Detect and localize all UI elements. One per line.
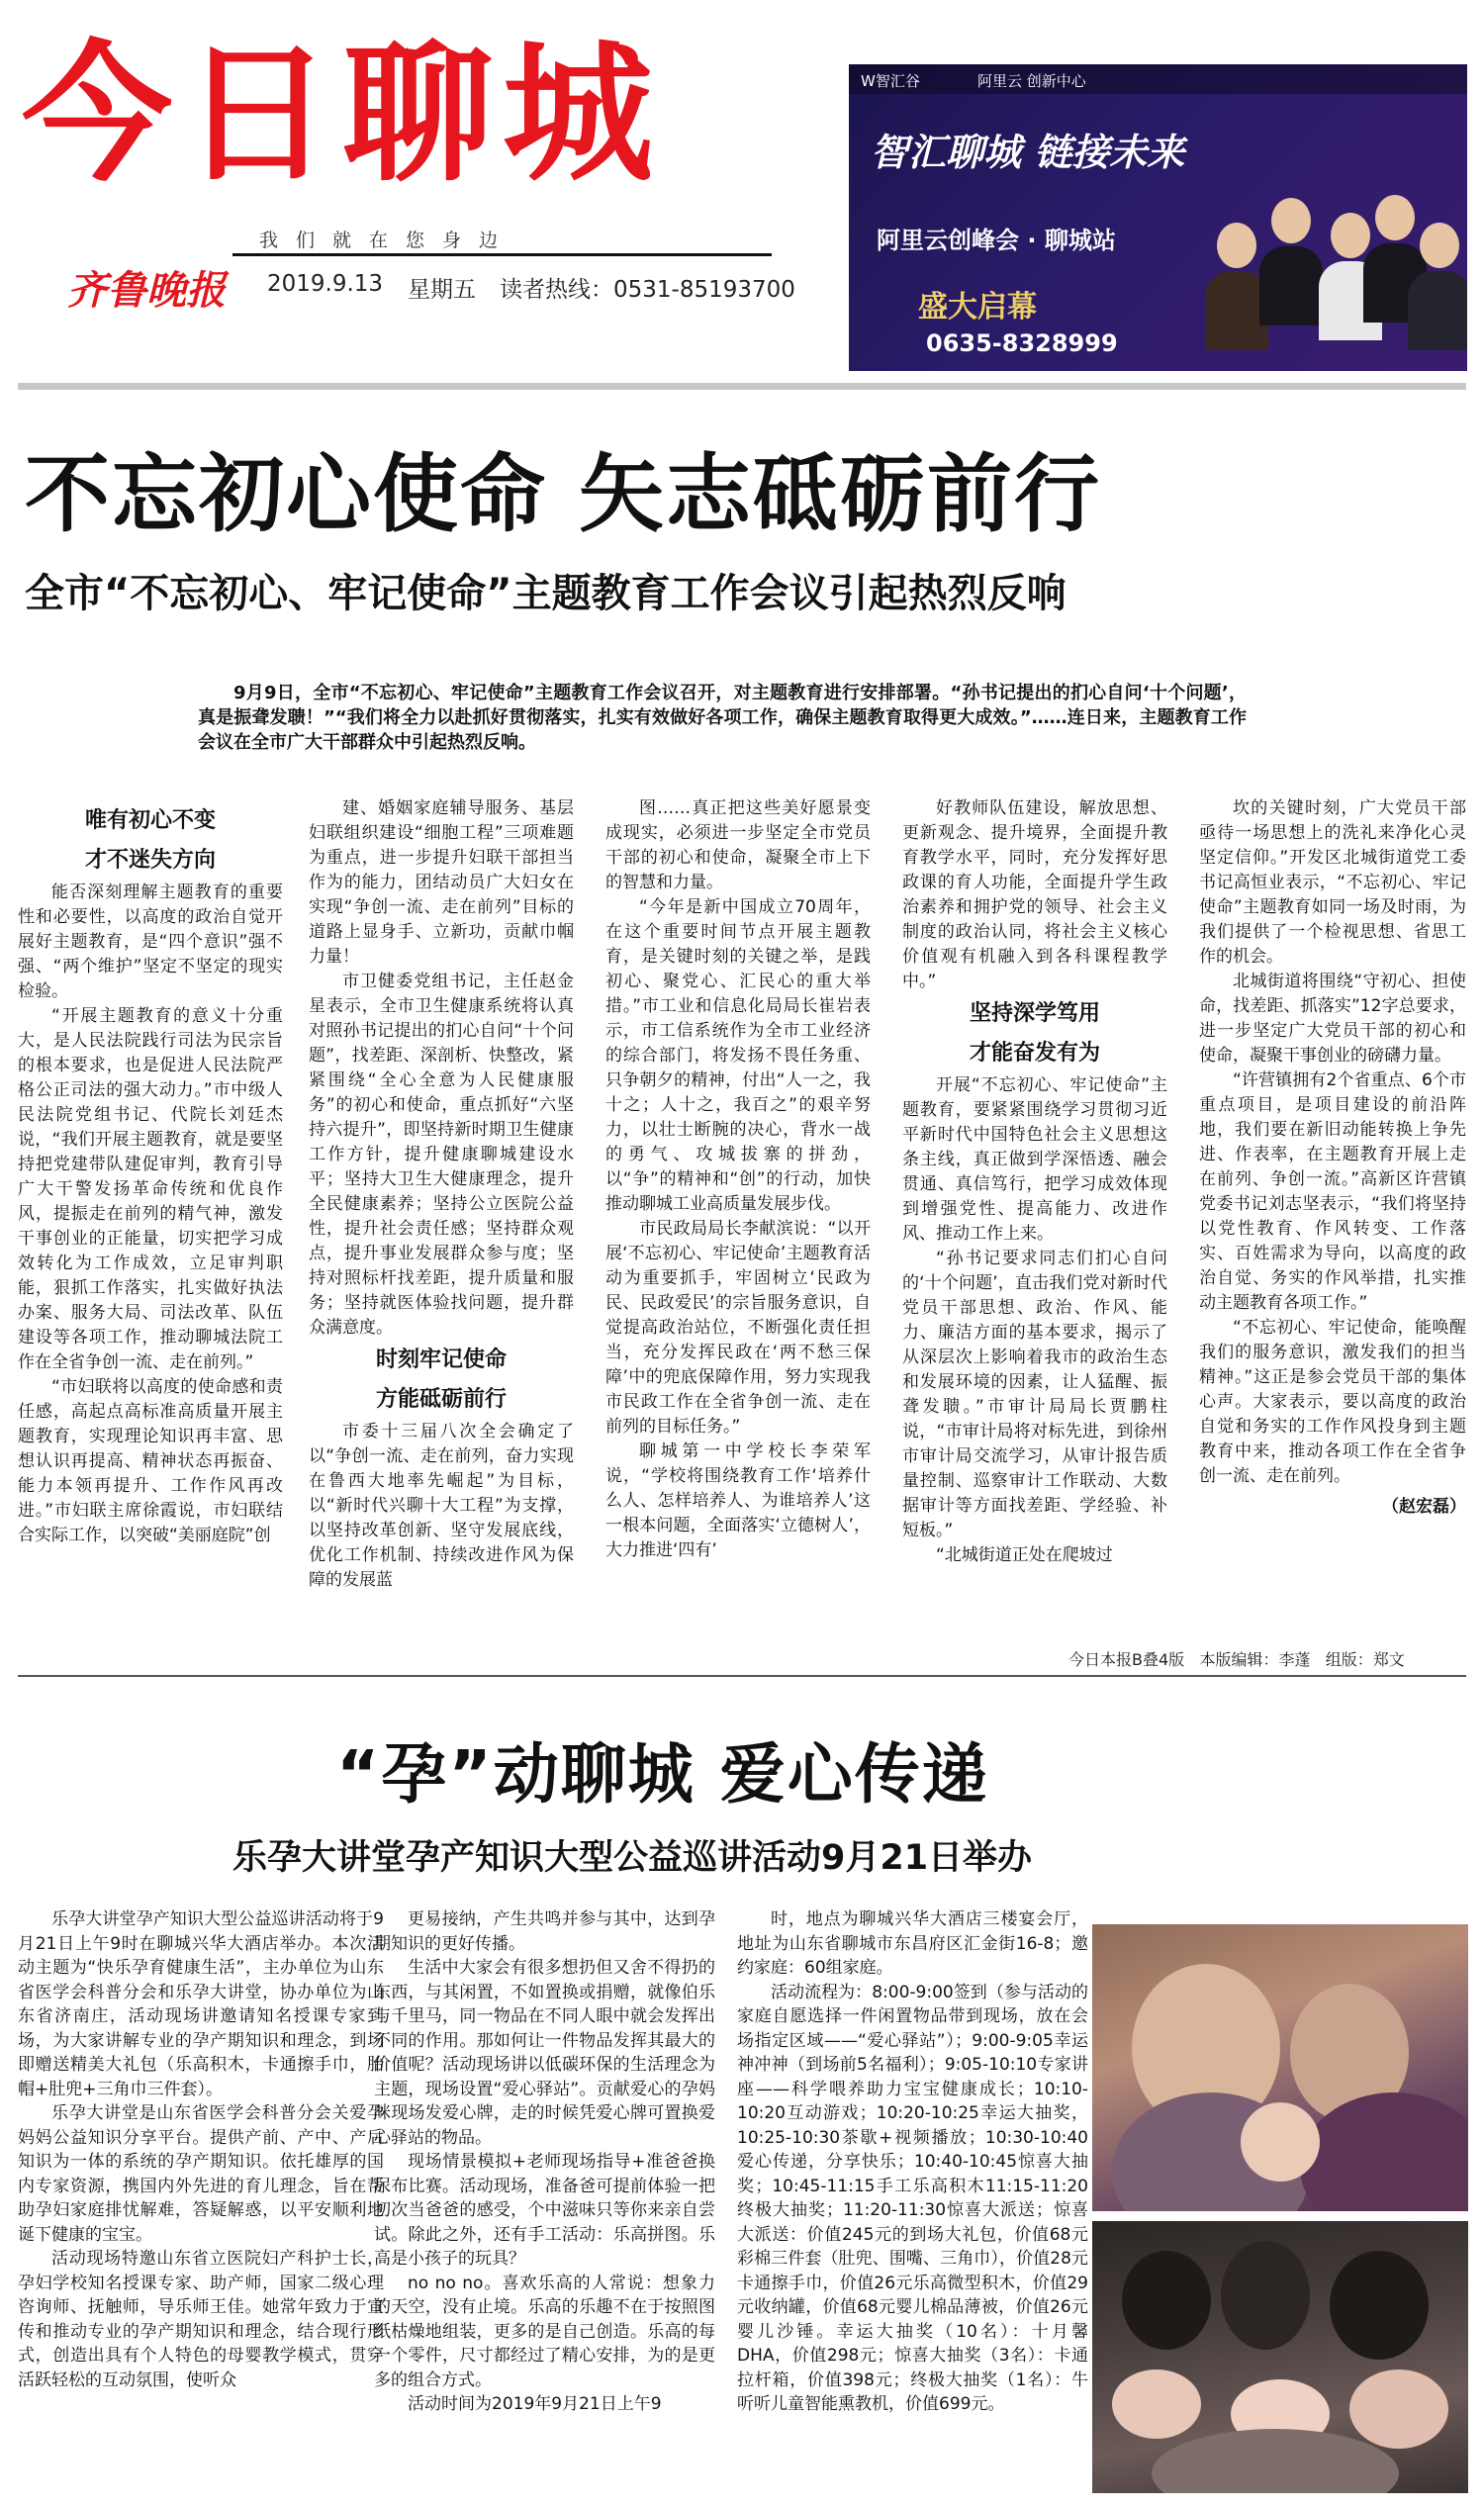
masthead-divider [18, 383, 1466, 390]
paragraph: 更易接纳，产生共鸣并参与其中，达到孕期知识的更好传播。 [374, 1909, 715, 1954]
paragraph: “今年是新中国成立70周年，在这个重要时间节点开展主题教育，是关键时刻的关键之举，是践初心、聚党心、汇民心的重大举措。”市工业和信息化局局长崔岩表示，市工信系统作为全市工业经济的综合部门，将发扬不畏任务重、只争朝夕的精神，付出“人一之，我十之；人十之，我百之”的艰辛努力，以壮士断腕的决心，背水一战的勇气、攻城拔寨的拼劲，以“争”的精神和“创”的行动，加快推动聊城工业高质量发展步伐。 [605, 897, 871, 1214]
paragraph: 乐孕大讲堂是山东省医学会科普分会关爱孕妈妈公益知识分享平台。提供产前、产中、产后知识为一体的系统的孕产期知识。依托雄厚的国内专家资源，携国内外先进的育儿理念，旨在帮助孕妇家庭排忧解难，答疑解惑，以平安顺利地诞下健康的宝宝。 [18, 2103, 384, 2245]
byline: （赵宏磊） [1382, 1497, 1466, 1517]
ad-speakers-photo [1205, 143, 1462, 371]
ad-opening: 盛大启幕 [918, 290, 1037, 325]
paragraph: “北城街道正处在爬坡过 [936, 1545, 1113, 1565]
reader-hotline: 读者热线：0531-85193700 [500, 277, 795, 303]
event-photo-mothers [1092, 1924, 1468, 2211]
issue-weekday: 星期五 [408, 277, 476, 303]
column-subhead: 时刻牢记使命 方能砥砺前行 [375, 1347, 507, 1412]
editor-label: 本版编辑：李蓬 [1199, 1650, 1311, 1669]
column-subhead: 坚持深学笃用 才能奋发有为 [969, 1001, 1100, 1066]
paragraph: 活动时间为2019年9月21日上午9 [408, 2394, 662, 2414]
paragraph: 能否深刻理解主题教育的重要性和必要性，以高度的政治自觉开展好主题教育，是“四个意识”强不强、“两个维护”坚定不坚定的现实检验。 [18, 883, 283, 1001]
section-divider [18, 1675, 1466, 1677]
paragraph: “不忘初心、牢记使命，能唤醒我们的服务意识，激发我们的担当精神。”这正是参会党员干部的集体心声。大家表示，要以高度的政治自觉和务实的工作作风投身到主题教育中来，推动各项工作在全省争创一流、走在前列。 [1199, 1318, 1466, 1486]
paragraph: 市卫健委党组书记，主任赵金星表示，全市卫生健康系统将认真对照孙书记提出的扪心自问“十个问题”，找差距、深剖析、快整改，紧紧围绕“全心全意为人民健康服务”的初心和使命，重点抓好“六坚持六提升”，即坚持新时期卫生健康工作方针，提升健康聊城建设水平；坚持大卫生大健康理念，提升全民健康素养；坚持公立医院公益性，提升社会责任感；坚持群众观点，提升事业发展群众参与度；坚持对照标杆找差距，提升质量和服务；坚持就医体验找问题，提升群众满意度。 [309, 972, 574, 1338]
paragraph: 市委十三届八次全会确定了以“争创一流、走在前列，奋力实现在鲁西大地率先崛起”为目标，以“新时代兴聊十大工程”为支撑，以坚持改革创新、坚守发展底线，优化工作机制、持续改进作风为保障的发展蓝 [309, 1422, 574, 1590]
ad-phone: 0635-8328999 [926, 329, 1118, 357]
masthead-logo: 今日聊城 [22, 27, 663, 202]
story2-column-1 [18, 1907, 384, 2496]
speaker-figure [1408, 223, 1467, 371]
issue-date: 2019.9.13 [267, 271, 384, 297]
paragraph: 好教师队伍建设，解放思想、更新观念、提升境界，全面提升教育教学水平，同时，充分发挥好思政课的育人功能，全面提升学生政治素养和拥护党的领导、社会主义制度的政治认同，将社会主义核心价值观有机融入到各科课程教学中。” [902, 798, 1167, 991]
paragraph: “孙书记要求同志们扪心自问的‘十个问题’，直击我们党对新时代党员干部思想、政治、作风、能力、廉洁方面的基本要求，揭示了从深层次上影响着我市的政治生态和发展环境的因素，让人猛醒、振聋发聩。”市审计局局长贾鹏柱说，“市审计局将对标先进，到徐州市审计局交流学习，从审计报告质量控制、巡察审计工作联动、大数据审计等方面找差距、学经验、补短板。” [902, 1249, 1167, 1540]
story1-column-3 [605, 796, 871, 1647]
advertisement-banner[interactable] [849, 64, 1467, 371]
story2-column-3 [737, 1907, 1088, 2496]
edition-info [1068, 1647, 1405, 1670]
photo-figure [1330, 2251, 1429, 2360]
paragraph: 活动现场特邀山东省立医院妇产科护士长，孕妇学校知名授课专家、助产师，国家二级心理咨询师、抚触师，导乐师王佳。她常年致力于宣传和推动专业的孕产期知识和理念，结合现行形式，创造出具有个人特色的母婴教学模式，贯穿活跃轻松的互动氛围，使听众 [18, 2249, 384, 2390]
paragraph: 建、婚姻家庭辅导服务、基层妇联组织建设“细胞工程”三项难题为重点，进一步提升妇联干部担当作为的能力，团结动员广大妇女在实现“争创一流、走在前列”目标的道路上显身手、立新功，贡献巾帼力量！ [309, 798, 574, 967]
paragraph: 活动流程为：8:00-9:00签到（参与活动的家庭自愿选择一件闲置物品带到现场，放在会场指定区域——“爱心驿站”）；9:00-9:05幸运神冲神（到场前5名福利）；9:05-10:10专家讲座——科学喂养助力宝宝健康成长；10:10-10:20互动游戏；10:20-10:25幸运大抽奖，10:25-10:30茶歇+视频播放；10:30-10:40爱心传递，分享快乐；10:40-10:45惊喜大抽奖；10:45-11:15手工乐高积木11:15-11:20终极大抽奖；11:20-11:30惊喜大派送；惊喜大派送：价值245元的到场大礼包，价值68元彩棉三件套（肚兜、围嘴、三角巾），价值28元卡通擦手巾，价值26元乐高微型积木，价值29元收纳罐，价值68元婴儿棉品薄被，价值26元婴儿沙锤。幸运大抽奖（10名）：十月馨DHA，价值298元；惊喜大抽奖（3名）：卡通拉杆箱，价值398元；终极大抽奖（1名）：牛听听儿童智能熏教机，价值699元。 [737, 1982, 1088, 2414]
paragraph: 生活中大家会有很多想扔但又舍不得扔的东西，与其闲置，不如置换或捐赠，就像伯乐与千里马，同一物品在不同人眼中就会发挥出不同的作用。那如何让一件物品发挥其最大的价值呢？活动现场讲以低碳环保的生活理念为主题，现场设置“爱心驿站”。贡献爱心的孕妈咪现场发爱心牌，走的时候凭爱心牌可置换爱心驿站的物品。 [374, 1958, 715, 2148]
speaker-figure [1259, 198, 1323, 371]
paragraph: 坎的关键时刻，广大党员干部亟待一场思想上的洗礼来净化心灵坚定信仰。”开发区北城街道党工委书记高恒业表示，“不忘初心、牢记使命”主题教育如同一场及时雨，为我们提供了一个检视思想、省思工作的机会。 [1199, 798, 1466, 967]
paragraph: 时，地点为聊城兴华大酒店三楼宴会厅，地址为山东省聊城市东昌府区汇金街16-8；邀约家庭：60组家庭。 [737, 1909, 1088, 1978]
paragraph: 现场情景模拟+老师现场指导+准爸爸换尿布比赛。活动现场，准备爸可提前体验一把初次当爸爸的感受，个中滋味只等你来亲自尝试。除此之外，还有手工活动：乐高拼图。乐高是小孩子的玩具？ [374, 2152, 715, 2269]
ad-brand-zhihuigu: W智汇谷 [861, 72, 920, 90]
photo-figure [1349, 2370, 1448, 2449]
ad-brand-aliyun: 阿里云 创新中心 [977, 72, 1086, 90]
story1-column-1 [18, 801, 283, 1647]
paragraph: 聊城第一中学校长李荣军说，“学校将围绕教育工作‘培养什么人、怎样培养人、为谁培养人’这一根本问题，全面落实‘立德树人’，大力推进‘四有’ [605, 1441, 871, 1560]
paper-name: 齐鲁晚报 [67, 267, 226, 314]
photo-figure [1122, 2251, 1211, 2350]
story1-column-5 [1199, 796, 1466, 1647]
photo-figure [1221, 2241, 1310, 2350]
paragraph: “许营镇拥有2个省重点、6个市重点项目，是项目建设的前沿阵地，我们要在新旧动能转换上争先进、作表率，在主题教育开展上走在前列、争创一流。”高新区许营镇党委书记刘志坚表示，“我们将坚持以党性教育、作风转变、工作落实、百姓需求为导向，以高度的政治自觉、务实的作风举措，扎实推动主题教育各项工作。” [1199, 1070, 1466, 1313]
paragraph: 市民政局局长李献滨说：“以开展‘不忘初心、牢记使命’主题教育活动为重要抓手，牢固树立‘民政为民、民政爱民’的宗旨服务意识，自觉提高政治站位，不断强化责任担当，充分发挥民政在‘两不愁三保障’中的兜底保障作用，努力实现我市民政工作在全省争创一流、走在前列的目标任务。” [605, 1219, 871, 1437]
edition-label: 今日本报B叠4版 [1068, 1650, 1185, 1669]
photo-figure [1112, 2370, 1201, 2439]
paragraph: “市妇联将以高度的使命感和责任感，高起点高标准高质量开展主题教育，实现理论知识再丰富、思想认识再提高、精神状态再振奋、能力本领再提升、工作作风再改进。”市妇联主席徐霞说，市妇联结合实际工作，以突破“美丽庭院”创 [18, 1377, 283, 1545]
paragraph: 开展“不忘初心、牢记使命”主题教育，要紧紧围绕学习贯彻习近平新时代中国特色社会主义思想这条主线，真正做到学深悟透、融会贯通、真信笃行，把学习成效体现到增强党性、提高能力、改进作风、推动工作上来。 [902, 1075, 1167, 1244]
story1-subheadline: 全市“不忘初心、牢记使命”主题教育工作会议引起热烈反响 [25, 571, 1067, 616]
story1-column-2 [309, 796, 574, 1647]
story2-column-2 [374, 1907, 715, 2496]
paragraph: 北城街道将围绕“守初心、担使命，找差距、抓落实”12字总要求，进一步坚定广大党员干部的初心和使命，凝聚干事创业的磅礴力量。 [1199, 972, 1466, 1066]
column-subhead: 唯有初心不变 才不迷失方向 [84, 808, 216, 873]
photo-figure [1152, 2429, 1399, 2493]
story1-headline: 不忘初心使命 矢志砥砺前行 [25, 445, 1101, 544]
layout-label: 组版：郑文 [1325, 1650, 1405, 1669]
slogan-rule [232, 253, 772, 256]
masthead-slogan: 我们就在您身边 [259, 230, 516, 251]
ad-top-bar [849, 64, 1467, 94]
event-photo-babies [1092, 2221, 1468, 2493]
story2-headline: “孕”动聊城 爱心传递 [336, 1736, 989, 1812]
photo-figure [1241, 2102, 1320, 2182]
ad-title: 智汇聊城 链接未来 [871, 131, 1185, 174]
story1-column-4 [902, 796, 1167, 1647]
paragraph: no no no。喜欢乐高的人常说：想象力的天空，没有止境。乐高的乐趣不在于按照图纸枯燥地组装，更多的是自己创造。乐高的每一个零件，尺寸都经过了精心安排，为的是更多的组合方式。 [374, 2273, 715, 2390]
paragraph: “开展主题教育的意义十分重大，是人民法院践行司法为民宗旨的根本要求，也是促进人民法院严格公正司法的强大动力。”市中级人民法院党组书记、代院长刘廷杰说，“我们开展主题教育，就是要坚持把党建带队建促审判，教育引导广大干警发扬革命传统和优良作风，提振走在前列的精气神，激发干事创业的正能量，切实把学习成效转化为工作成效，立足审判职能，狠抓工作落实，扎实做好执法办案、服务大局、司法改革、队伍建设等各项工作，推动聊城法院工作在全省争创一流、走在前列。” [18, 1006, 283, 1372]
paragraph: 图……真正把这些美好愿景变成现实，必须进一步坚定全市党员干部的初心和使命，凝聚全市上下的智慧和力量。 [605, 798, 871, 892]
ad-subtitle: 阿里云创峰会 · 聊城站 [877, 227, 1116, 254]
paragraph: 乐孕大讲堂孕产知识大型公益巡讲活动将于9月21日上午9时在聊城兴华大酒店举办。本次活动主题为“快乐孕育健康生活”，主办单位为山东省医学会科普分会和乐孕大讲堂，协办单位为山东省济南庄，活动现场讲邀请知名授课专家到场，为大家讲解专业的孕产期知识和理念，到场即赠送精美大礼包（乐高积木，卡通擦手巾，胎帽+肚兜+三角巾三件套）。 [18, 1909, 384, 2099]
story2-subheadline: 乐孕大讲堂孕产知识大型公益巡讲活动9月21日举办 [232, 1838, 1033, 1878]
story1-lead: 9月9日，全市“不忘初心、牢记使命”主题教育工作会议召开，对主题教育进行安排部署。“孙书记提出的扪心自问‘十个问题’，真是振聋发聩！”“我们将全力以赴抓好贯彻落实，扎实有效做好各项工作，确保主题教育取得更大成效。”……连日来，主题教育工作会议在全市广大干部群众中引起热烈反响。 [198, 683, 1247, 753]
